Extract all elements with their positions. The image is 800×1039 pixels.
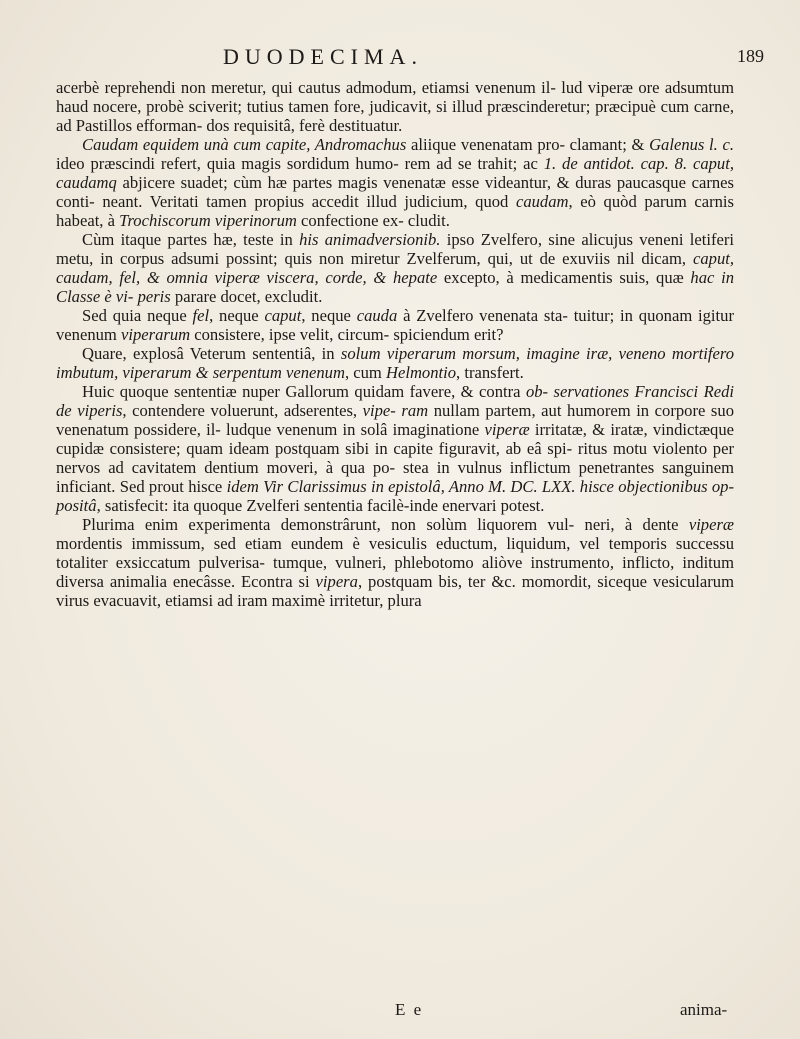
catchword: anima-: [680, 1000, 728, 1019]
paragraph-5: Quare, explosâ Veterum sententiâ, in solum viperarum morsum, imagine iræ, veneno mortifero imbutum, viperarum & serpentum venenum, cum Helmontio, transfert.: [56, 344, 734, 382]
paragraph-6: Huic quoque sententiæ nuper Gallorum quidam favere, & contra ob- servationes Francisci Redi de viperis, contendere voluerunt, adserentes, vipe- ram nullam partem, aut humorem in corpore suo venenatum possidere, il- ludque venenum in solâ imaginatione viperæ irritatæ, & iratæ, vindictæque cupidæ consistere; quam ideam postquam sibi in capite figuravit, ab eâ spi- ritus motu violento per nervos ad cavitatem dentium moveri, à qua po- stea in vulnus inflictum penetrantes sanguinem inficiant. Sed prout hisce idem Vir Clarissimus in epistolâ, Anno M. DC. LXX. hisce objectionibus op- positâ, satisfecit: ita quoque Zvelferi sententia facilè-inde enervari potest.: [56, 382, 735, 515]
paragraph-7: Plurima enim experimenta demonstrârunt, non solùm liquorem vul- neri, à dente viperæ mordentis immissum, sed etiam eundem è vesiculis eductum, liquidum, vel temporis successu totaliter exsiccatum pulverisa- tumque, vulneri, phlebotomo aliòve instrumento, inflicto, inditum diversa animalia enecâsse. Econtra si vipera, postquam bis, ter &c. momordit, siceque vesicularum virus evacuavit, etiamsi ad iram maximè irritetur, plura: [56, 515, 735, 610]
paragraph-1: acerbè reprehendi non meretur, qui cautus admodum, etiamsi venenum il- lud viperæ ore adsumtum haud nocere, probè sciverit; tutius tamen fore, judicavit, si illud præscinderetur; præcipuè cum carne, ad Pastillos efforman- dos requisitâ, ferè destituatur.: [56, 78, 734, 135]
page-number: 189: [737, 46, 764, 66]
running-title: DUODECIMA.: [223, 44, 423, 69]
signature-mark: E e: [395, 1000, 424, 1019]
running-head: [0, 44, 800, 74]
paragraph-2: Caudam equidem unà cum capite, Andromachus aliique venenatam pro- clamant; & Galenus l. c. ideo præscindi refert, quia magis sordidum humo- rem ad se trahit; ac 1. de antidot. cap. 8. caput, caudamq abjicere suadet; cùm hæ partes magis venenatæ esse videantur, & duras paucasque carnes conti- neant. Veritati tamen propius accedit illud judicium, quod caudam, eò quòd parum carnis habeat, à Trochiscorum viperinorum confectione ex- cludit.: [56, 135, 734, 230]
paragraph-4: Sed quia neque fel, neque caput, neque cauda à Zvelfero venenata sta- tuitur; in quonam igitur venenum viperarum consistere, ipse velit, circum- spiciendum erit?: [56, 306, 734, 344]
main-text: [56, 78, 734, 610]
page-footer: [0, 1000, 800, 1024]
paragraph-3: Cùm itaque partes hæ, teste in his animadversionib. ipso Zvelfero, sine alicujus veneni letiferi metu, in corpus adsumi possint; quis non miretur Zvelferum, qui, ut de exuviis nil dicam, caput, caudam, fel, & omnia viperæ viscera, corde, & hepate excepto, à medicamentis suis, quæ hac in Classe è vi- peris parare docet, excludit.: [56, 230, 735, 306]
